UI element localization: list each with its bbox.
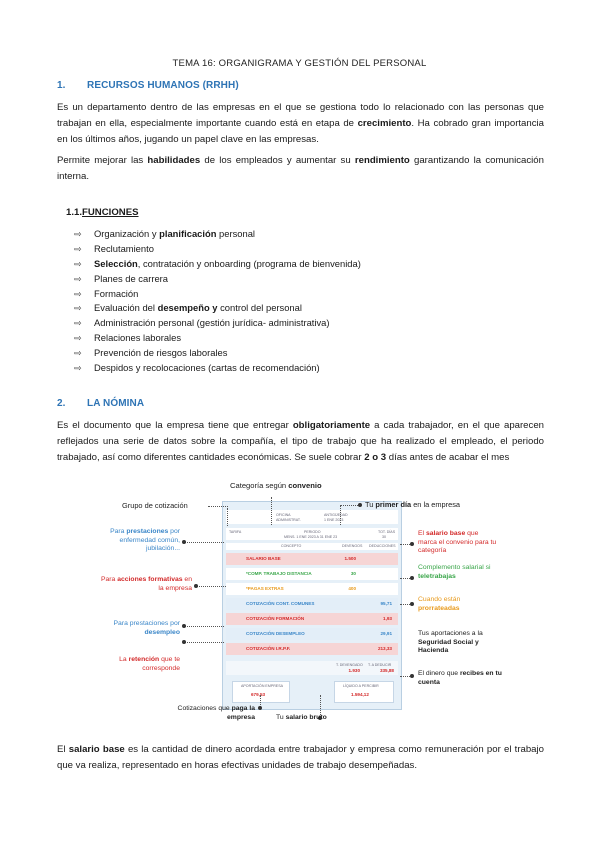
prestaciones-enfermedad-label [100, 528, 180, 554]
bold-text: convenio [288, 481, 322, 490]
categoria-label [230, 482, 322, 491]
arrow-icon: ⇨ [74, 303, 82, 314]
funcion-item [74, 227, 361, 242]
header-label: T. A DEDUCIR [368, 663, 392, 667]
text-run: a cada trabajador, en el que aparecen reflejados una serie de datos sobre la compañía, el tipo de trabajo que ha realizado el empleado, el periodo trabajado, así como diferentes cantidades económicas. Se suele cobrar [57, 420, 544, 463]
aportaciones-label [418, 630, 503, 656]
concept-label: COTIZACIÓN CONT. COMUNES [246, 601, 315, 606]
bold-text: Seguridad Social y Hacienda [418, 638, 479, 654]
header-label: PERIODO [304, 530, 321, 534]
bold-text: obligatoriamente [292, 420, 371, 431]
connector-line [208, 506, 228, 507]
connector-dot [410, 542, 414, 546]
header-value: ADMINISTRAT. [276, 518, 301, 522]
payslip-header-row-2 [226, 528, 398, 540]
funcion-item [74, 257, 361, 272]
total-deducir-value: 335,88 [379, 668, 394, 673]
text-run: . Ha cobrado gran importancia en los últimos años, jugando un papel clave en las empresas. [57, 118, 544, 145]
text-run: Relaciones laborales [94, 332, 182, 344]
funcion-item [74, 361, 361, 376]
connector-line [227, 508, 228, 526]
connector-dot [410, 674, 414, 678]
payslip-document [222, 501, 402, 710]
payslip-concept-row [226, 568, 398, 580]
connector-dot [410, 576, 414, 580]
bold-text: desempleo [144, 628, 180, 636]
section-2-heading [57, 398, 144, 409]
funcion-item [74, 287, 361, 302]
prestaciones-desempleo-label [100, 620, 180, 637]
acciones-formativas-label [100, 576, 192, 593]
dinero-label [418, 670, 503, 687]
bold-text: salario base [425, 530, 466, 537]
arrow-icon: ⇨ [74, 363, 82, 374]
arrow-icon: ⇨ [74, 273, 82, 284]
subsection-title: FUNCIONES [82, 207, 139, 218]
funciones-list [74, 227, 361, 376]
section-1-paragraph-1 [57, 100, 544, 148]
header-value: MENS. 1 ENE 2023 A 31 ENE 23 [284, 535, 338, 539]
prorrateadas-label [418, 596, 498, 613]
funcion-item [74, 316, 361, 331]
bold-text: salario base [68, 744, 125, 755]
concept-value: 1.500 [344, 556, 356, 561]
payslip-concept-row [226, 553, 398, 565]
text-run: Formación [94, 287, 139, 299]
concept-label: COTIZACIÓN FORMACIÓN [246, 616, 305, 621]
payslip-totals-row [226, 661, 398, 675]
text-run: Permite mejorar las [57, 155, 148, 166]
arrow-icon: ⇨ [74, 318, 82, 329]
concept-label: *COMP. TRABAJO DISTANCIA [246, 571, 312, 576]
text-run: Reclutamiento [94, 242, 154, 254]
arrow-icon: ⇨ [74, 333, 82, 344]
page-title: TEMA 16: ORGANIGRAMA Y GESTIÓN DEL PERSONAL [172, 58, 427, 69]
funcion-item [74, 272, 361, 287]
section-2-number: 2. [57, 398, 66, 409]
payslip-header-row-1 [226, 510, 398, 524]
arrow-icon: ⇨ [74, 229, 82, 239]
section-1-paragraph-2 [57, 153, 544, 185]
bold-text: primer día [375, 500, 412, 509]
payslip-concept-row [226, 643, 398, 655]
cotizaciones-empresa-label [160, 705, 255, 722]
aportacion-empresa-value: 679,53 [251, 692, 266, 697]
text-run: Categoría según [230, 481, 289, 490]
text-run: Organización y [94, 228, 160, 239]
primer-dia-label [365, 501, 460, 510]
header-label: LÍQUIDO A PERCIBIR [343, 684, 379, 688]
text-run: por enfermedad común, jubilación... [119, 528, 180, 552]
concept-value: 1,93 [383, 616, 392, 621]
text-run: de los empleados y aumentar su [200, 155, 355, 166]
bold-text: Selección [94, 257, 138, 269]
bold-text: salario bruto [285, 714, 327, 721]
connector-dot [358, 503, 362, 507]
text-run: Para prestaciones por [113, 620, 180, 627]
bold-text: recibes en tu cuenta [418, 670, 502, 686]
funcion-item [74, 242, 361, 257]
connector-line [184, 626, 224, 627]
text-run: garantizando la comunicación interna. [57, 155, 544, 182]
text-run: Tus aportaciones a la [418, 630, 483, 637]
section-1-heading [57, 80, 239, 91]
text-run: en la empresa [411, 500, 461, 509]
arrow-icon: ⇨ [74, 288, 82, 299]
text-run: que te corresponde [142, 656, 180, 672]
connector-dot [194, 584, 198, 588]
header-label: OFICINA [276, 513, 291, 517]
payslip-concept-row [226, 613, 398, 625]
connector-dot [182, 540, 186, 544]
connector-line [271, 497, 272, 525]
text-run: Despidos y recolocaciones (cartas de recomendación) [94, 362, 320, 374]
text-run: personal [216, 228, 256, 239]
concept-label: SALARIO BASE [246, 556, 281, 561]
connector-dot [410, 602, 414, 606]
bold-text: 2 o 3 [364, 452, 387, 463]
arrow-icon: ⇨ [74, 258, 82, 269]
text-run: Es el documento que la empresa tiene que entregar [57, 420, 293, 431]
text-run: Administración personal (gestión jurídica- administrativa) [94, 317, 330, 329]
section-1-title: RECURSOS HUMANOS (RRHH) [87, 80, 239, 91]
header-value: 30 [382, 535, 386, 539]
total-devengado-value: 1.930 [348, 668, 360, 673]
section-2-paragraph-2 [57, 742, 544, 774]
payslip-concept-row [226, 598, 398, 610]
bold-text: paga la empresa [227, 705, 255, 721]
concept-label: *PAGAS EXTRAS [246, 586, 284, 591]
text-run: Para [110, 528, 127, 535]
text-run: es la cantidad de dinero acordada entre trabajador y empresa como remuneración por el trabajo que va realiza, representado en horas efectivas unidades de trabajo desempeñadas. [57, 744, 544, 771]
bold-text: habilidades [147, 155, 201, 166]
text-run: días antes de acabar el mes [386, 452, 510, 463]
header-label: ANTIGÜEDAD [324, 513, 348, 517]
header-label: CONCEPTO [281, 544, 302, 548]
header-label: TOT. DÍAS [378, 530, 396, 534]
nomina-infographic [100, 480, 520, 725]
text-run: , contratación y onboarding (programa de bienvenida) [137, 257, 361, 269]
aportacion-box [232, 681, 290, 703]
header-label: T. DEVENGADO [336, 663, 363, 667]
bold-text: prorrateadas [418, 604, 460, 612]
text-run: Planes de carrera [94, 272, 168, 284]
concept-value: 400 [348, 586, 356, 591]
text-run: Complemento salarial si [418, 564, 491, 571]
section-1-number: 1. [57, 80, 66, 91]
text-run: en la empresa [158, 576, 192, 592]
bold-text: crecimiento [357, 118, 412, 129]
bold-text: rendimiento [354, 155, 410, 166]
text-run: Es un departamento dentro de las empresas en el que se gestiona todo lo relacionado con las personas que trabajan en ella, especialmente importante cuando está en etapa de [57, 102, 544, 129]
connector-dot [258, 706, 262, 710]
bold-text: prestaciones [126, 528, 169, 535]
bold-text: acciones formativas [117, 576, 183, 583]
text-run: La [119, 656, 129, 663]
connector-line [184, 542, 224, 543]
funcion-item [74, 331, 361, 346]
connector-line [196, 586, 226, 587]
text-run: Cuando están [418, 596, 461, 603]
header-label: DEDUCCIONES [369, 544, 396, 548]
section-2-title: LA NÓMINA [87, 398, 145, 409]
payslip-bottom-row [226, 678, 398, 704]
text-run: Tu [365, 500, 376, 509]
payslip-concept-row [226, 628, 398, 640]
salario-bruto-label [276, 714, 327, 723]
text-run: control del personal [217, 302, 302, 314]
text-run: El dinero que [418, 670, 460, 677]
text-run: El [57, 744, 69, 755]
grupo-cotizacion-label: Grupo de cotización [122, 501, 188, 510]
connector-line [184, 642, 224, 643]
liquido-box [334, 681, 394, 703]
text-run: Tu [276, 714, 286, 721]
subsection-number: 1.1. [66, 207, 83, 218]
complemento-label [418, 564, 498, 581]
concept-label: COTIZACIÓN I.R.P.F. [246, 646, 291, 651]
arrow-icon: ⇨ [74, 243, 82, 254]
funcion-item [74, 346, 361, 361]
payslip-concept-header [226, 543, 398, 550]
text-run: Cotizaciones que [177, 705, 232, 712]
header-label: DEVENGOS [342, 544, 363, 548]
text-run: Para [100, 576, 118, 583]
concept-value: 213,33 [377, 646, 392, 651]
text-run: Evaluación del [94, 302, 158, 314]
subsection-heading [66, 207, 139, 218]
text-run: que marca el convenio para tu categoría [418, 530, 497, 554]
connector-dot [182, 640, 186, 644]
header-value: 1 ENE 2023 [324, 518, 344, 522]
payslip-concept-row [226, 583, 398, 595]
connector-dot [182, 624, 186, 628]
text-run: Prevención de riesgos laborales [94, 347, 228, 359]
connector-line [340, 505, 360, 506]
concept-value: 30 [350, 571, 356, 576]
bold-text: retención [128, 656, 160, 663]
text-run: El [418, 530, 426, 537]
concept-value: 95,71 [380, 601, 392, 606]
header-label: APORTACIÓN EMPRESA [241, 684, 284, 688]
bold-text: teletrabajas [418, 572, 456, 580]
concept-label: COTIZACIÓN DESEMPLEO [246, 631, 305, 636]
concept-value: 29,91 [380, 631, 392, 636]
retencion-label [100, 656, 180, 673]
connector-line [340, 505, 341, 525]
section-2-paragraph-1 [57, 418, 544, 466]
funcion-item [74, 301, 361, 316]
header-label: TARIFA [229, 530, 242, 534]
bold-text: desempeño y [157, 302, 218, 314]
salario-base-label [418, 530, 498, 556]
arrow-icon: ⇨ [74, 348, 82, 359]
liquido-value: 1.594,12 [351, 692, 369, 697]
bold-text: planificación [159, 228, 217, 239]
